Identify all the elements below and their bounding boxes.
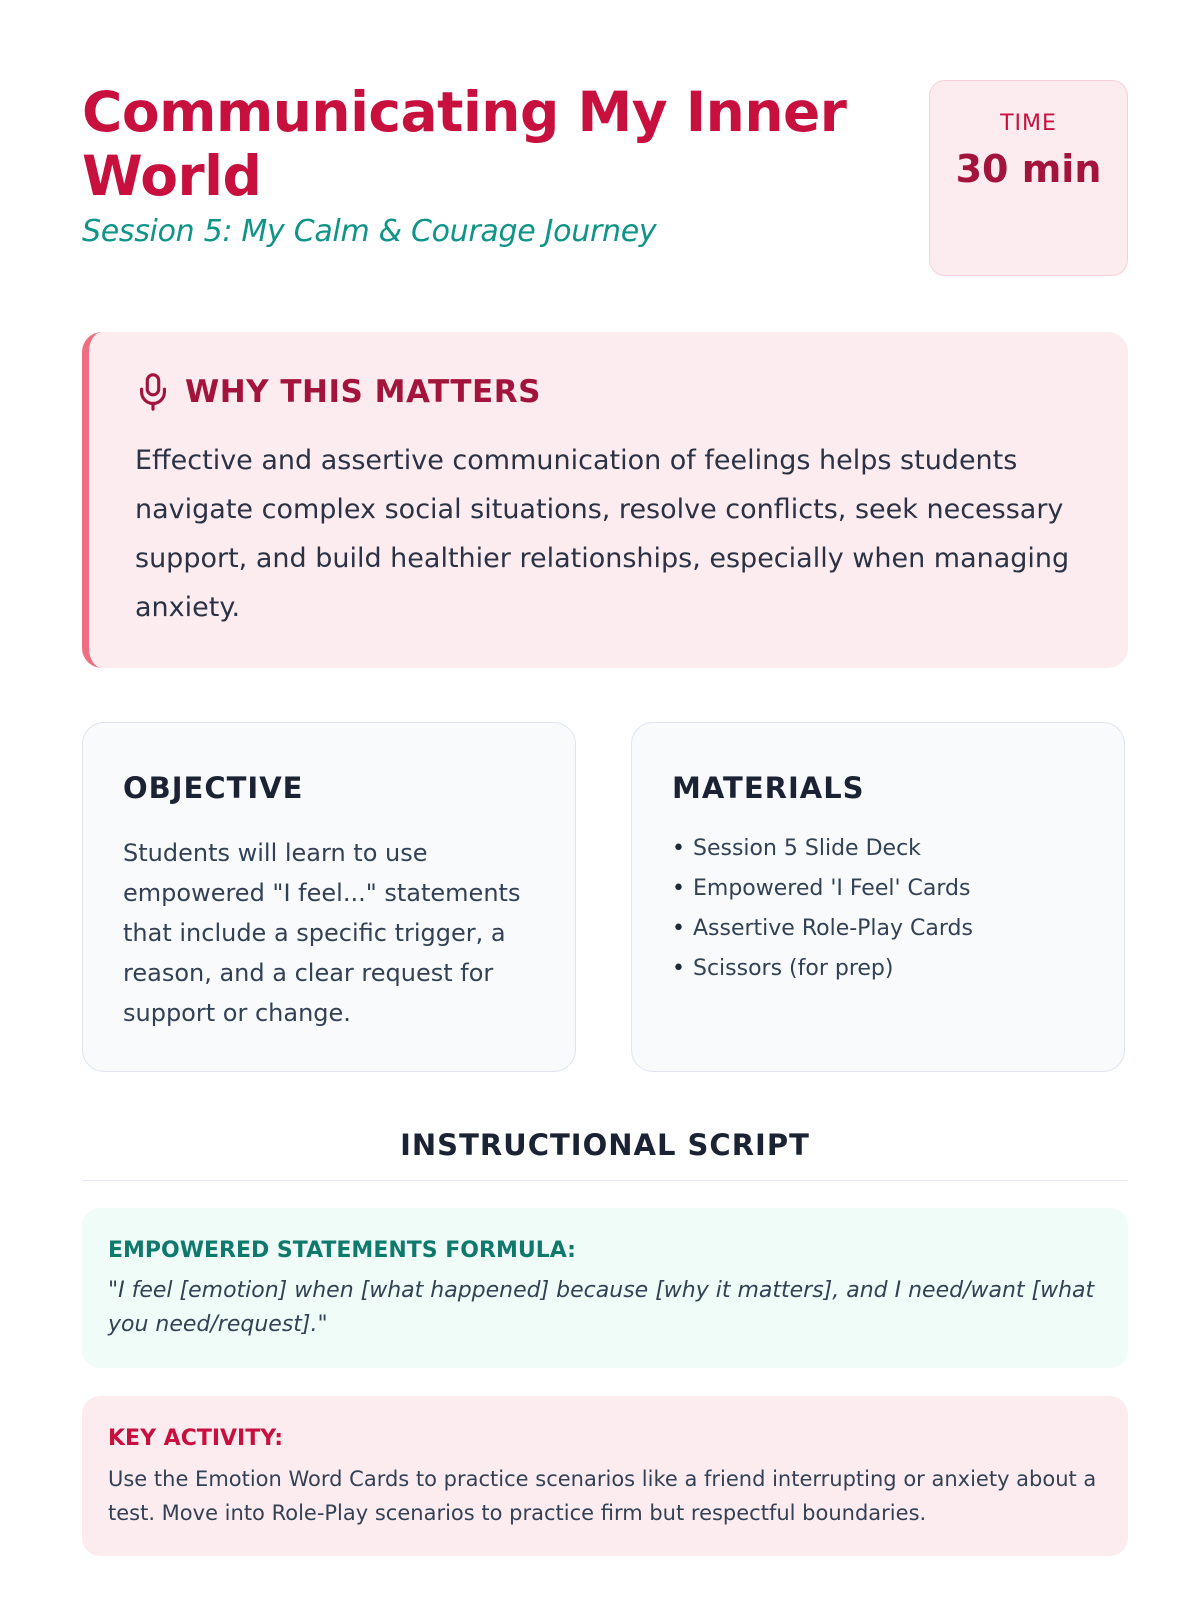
why-body: Effective and assertive communication of feelings helps students navigate complex social situations, resolve conflicts, seek necessary support, and build healthier relationships, especially when managing anxiety. bbox=[135, 445, 1070, 623]
page-header bbox=[82, 80, 1128, 280]
objective-title: OBJECTIVE bbox=[123, 771, 304, 805]
instructional-script-title: INSTRUCTIONAL SCRIPT bbox=[400, 1128, 810, 1162]
list-item: • Empowered 'I Feel' Cards bbox=[672, 869, 973, 909]
activity-label: KEY ACTIVITY: bbox=[108, 1426, 284, 1451]
formula-text: "I feel [emotion] when [what happened] because [why it matters], and I need/want [what you need/request]." bbox=[108, 1278, 1095, 1337]
list-item: • Scissors (for prep) bbox=[672, 949, 973, 989]
materials-list bbox=[672, 829, 973, 989]
page-title: Communicating My Inner World bbox=[82, 80, 847, 208]
objective-body: Students will learn to use empowered "I feel..." statements that include a specific trigger, a reason, and a clear request for support or change. bbox=[123, 839, 521, 1027]
materials-title: MATERIALS bbox=[672, 771, 865, 805]
why-title: WHY THIS MATTERS bbox=[185, 374, 541, 410]
list-item: • Assertive Role-Play Cards bbox=[672, 909, 973, 949]
divider bbox=[82, 1180, 1128, 1181]
formula-label: EMPOWERED STATEMENTS FORMULA: bbox=[108, 1238, 576, 1263]
activity-text: Use the Emotion Word Cards to practice scenarios like a friend interrupting or anxiety about a test. Move into Role-Play scenarios to practice firm but respectful boundaries. bbox=[108, 1467, 1097, 1525]
materials-card bbox=[631, 722, 1125, 1072]
time-badge bbox=[929, 80, 1128, 276]
why-header bbox=[135, 372, 541, 412]
objective-card bbox=[82, 722, 576, 1072]
key-activity-card bbox=[82, 1396, 1128, 1556]
why-this-matters-card bbox=[82, 332, 1128, 668]
session-subtitle: Session 5: My Calm & Courage Journey bbox=[82, 214, 657, 249]
formula-card bbox=[82, 1208, 1128, 1368]
time-value: 30 min bbox=[955, 147, 1102, 191]
list-item: • Session 5 Slide Deck bbox=[672, 829, 973, 869]
time-label: TIME bbox=[1000, 111, 1057, 136]
microphone-icon bbox=[135, 372, 171, 412]
